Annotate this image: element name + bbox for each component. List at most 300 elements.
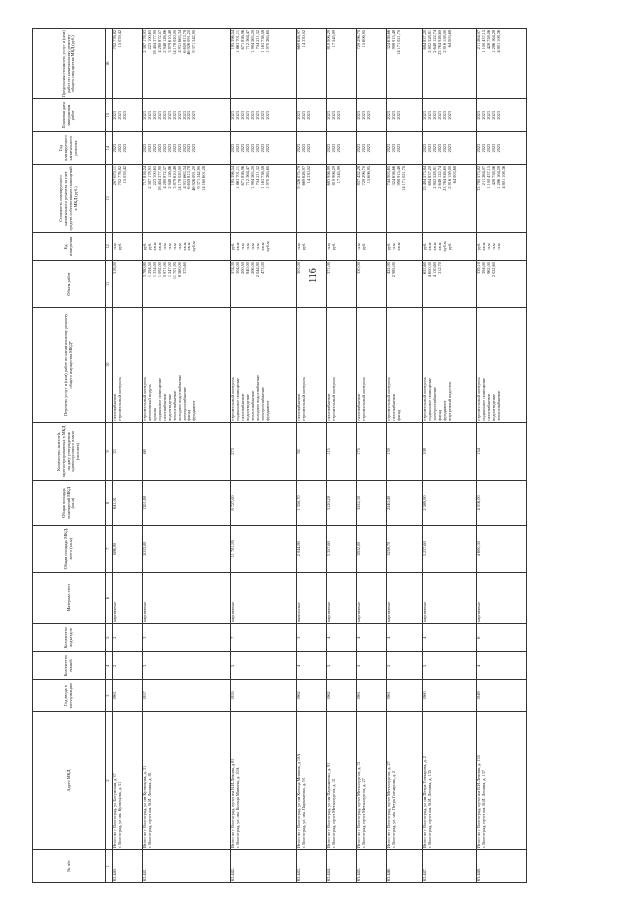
unit-cell-line: кв.м [480,242,486,251]
address-cell [327,711,357,849]
limit-cost-cell-line: 223 100,65 [146,30,152,50]
limit-cost-cell [387,29,423,99]
limit-cost-cell-line: 14 178 020,00 [171,30,177,55]
year-cell: 1961 [357,680,387,712]
plan-year-cell-line: 2023 [186,143,192,153]
plan-year-cell [113,132,143,165]
works-cell [357,307,387,422]
plan-year-cell-line: 2023 [156,143,162,153]
limit-cost-cell-line: 4 931 663,34 [176,30,182,53]
plan-year-cell-line: 2023 [476,143,481,153]
premises-area-cell: 3552,30 [357,481,387,526]
limit-cost-cell-line: 1 100 437,15 [480,30,486,53]
cost-cell-line: 195 396,54 [230,166,235,186]
limit-cost-cell-line: 428 758,06 [485,30,491,50]
volume-cell-line: 8 560,00 [176,262,182,278]
volume-cell-line: 3 780,80 [142,262,147,278]
limit-cost-cell-line: 18 404 377,90 [151,30,157,55]
unit-cell [387,232,423,260]
limit-cost-cell [297,29,327,99]
unit-cell-line: куб.м [441,241,447,252]
limit-cost-cell-line: 998 915,48 [390,30,396,50]
volume-cell [327,261,357,308]
unit-cell [357,232,387,260]
address-cell-line: г. Волгоград, пр-кт Металлургов, д. 31 [330,778,336,849]
table-row [357,29,387,883]
volume-cell [113,261,143,308]
due-date-cell-line: 2023 [476,111,481,120]
limit-cost-cell-line: 754 211,32 [254,30,260,50]
plan-year-cell-line: 2023 [166,143,172,153]
plan-year-cell [231,132,297,165]
col-index: 1 [106,850,113,883]
due-date-cell-line: 2023 [254,111,260,120]
entrances-cell: 4 [387,624,423,652]
col-index: 5 [106,624,113,652]
total-area-cell: 686,90 [113,525,143,572]
limit-cost-cell-line: 1 970 265,60 [264,30,270,53]
due-date-cell-line: 2023 [264,111,270,120]
unit-cell-line: п.м [161,243,167,250]
unit-cell-line: руб. [360,242,366,251]
volume-cell-line: 962,00 [485,262,491,274]
cost-cell [327,165,357,233]
cost-cell [423,165,477,233]
due-date-cell-line: 2023 [116,111,122,120]
works-cell-line: водоотведение [244,393,250,421]
works-cell-line: строительный контроль [476,377,481,421]
plan-year-cell-line: 2023 [181,143,187,153]
works-cell-line: водоотведение [490,393,496,421]
works-cell-line: газоснабжение [326,393,331,421]
row-number: 63.448. [477,850,527,883]
volume-cell-line: 5 971,00 [161,262,167,278]
plan-year-cell-line: 2023 [485,143,491,153]
due-date-cell-line: 2023 [234,111,240,120]
col-index: 2 [106,711,113,849]
limit-cost-cell-line: 15 606,95 [360,30,366,48]
unit-cell-line: руб. [146,242,152,251]
cost-cell-line: 729 296,70 [360,166,366,186]
cost-cell-line: 684 837,20 [426,166,432,186]
col-index: 3 [106,680,113,712]
wall-material-cell: кирпичные [143,572,231,624]
plan-year-cell-line: 2023 [112,143,117,153]
unit-cell [231,232,297,260]
col-header: Адрес МКД [33,711,106,849]
volume-cell-line: 1 092,00 [156,262,162,278]
works-cell [143,307,231,422]
cost-cell-line: 2 802 528,81 [431,166,437,189]
due-date-cell-line: 2023 [300,111,306,120]
wall-material-cell: панельные [297,572,327,624]
works-cell-line: теплоснабжение [495,390,501,421]
plan-year-cell-line: 2023 [480,143,486,153]
due-date-cell-line: 2023 [436,111,442,120]
floors-cell: 5 [357,652,387,680]
entrances-cell: 7 [231,624,297,652]
due-date-cell [387,99,423,132]
limit-cost-cell-line: 819 906,29 [326,30,331,50]
address-cell-line: г. Волгоград, ул. им. Петра Гончарова, д. 2 [390,770,396,849]
residents-cell: 139 [387,422,423,481]
plan-year-cell [477,132,527,165]
works-cell [387,307,423,422]
unit-cell [143,232,231,260]
works-cell-line: подвальное помещение [480,377,486,421]
table-header-row [33,29,106,883]
plan-year-cell-line: 2023 [441,143,447,153]
cost-cell-line: 223 100,65 [151,166,157,186]
total-area-cell: 3259,70 [387,525,423,572]
unit-cell-line: кв.м [186,242,192,251]
plan-year-cell-line: 2023 [296,143,301,153]
col-header: Количество этажей [33,652,106,680]
cost-cell [357,165,387,233]
due-date-cell-line: 2023 [296,111,301,120]
col-header: Стоимость планируемого капитального ремонта за счет средств собственников помещений в МКД (руб.) [33,165,106,233]
unit-cell-line: руб. [422,242,427,251]
col-header: Предельная стоимость услуг и (или) работ по капитальному ремонту общего имущества МКД (руб.) [33,29,106,99]
due-date-cell-line: 2023 [305,111,311,120]
residents-cell: 154 [477,422,527,481]
col-index: 9 [106,422,113,481]
unit-cell-line: кв.м [156,242,162,251]
plan-year-cell-line: 2023 [422,143,427,153]
due-date-cell-line: 2023 [426,111,432,120]
due-date-cell-line: 2023 [181,111,187,120]
volume-cell-line: 4 600,30 [426,262,432,278]
volume-cell-line: 2 985,00 [390,262,396,278]
plan-year-cell [387,132,423,165]
residents-cell: 33 [113,422,143,481]
due-date-cell [297,99,327,132]
unit-cell-line: п.м [166,243,172,250]
address-cell-line: г. Волгоград, пр-кт Металлургов, д. 27 [360,778,366,849]
works-cell-line: газоснабжение [296,393,301,421]
works-cell-line: газоснабжение [356,393,361,421]
cost-cell-line: 1 286 164,28 [495,166,501,189]
rotated-table-container [32,28,624,883]
volume-cell-line: 375,60 [181,262,187,274]
due-date-cell [357,99,387,132]
row-number: 63.444. [327,850,357,883]
plan-year-cell-line: 2023 [431,143,437,153]
due-date-cell-line: 2023 [259,111,265,120]
cost-cell [143,165,231,233]
unit-cell-line: п.м [244,243,250,250]
cost-cell-line: 14 171 021,70 [400,166,406,191]
limit-cost-cell-line: 17 545,99 [330,30,336,48]
cost-cell-line: 324 636,66 [390,166,396,186]
plan-year-cell-line: 2023 [426,143,432,153]
unit-cell-line: п.м [296,243,301,250]
row-number: 63.445. [357,850,387,883]
works-cell [113,307,143,422]
total-area-cell: 2 044,80 [297,525,327,572]
due-date-cell-line: 2023 [390,111,396,120]
residents-cell: 115 [327,422,357,481]
plan-year-cell-line: 2023 [356,143,361,153]
cost-cell-line: 18 404 377,90 [156,166,162,191]
due-date-cell-line: 2023 [356,111,361,120]
address-cell-line: Итого по г Волгоград, ул Богунская, д 37 [112,773,117,849]
address-cell-line: Итого по г Волгоград, ул им Кольца Минина, д 10А [296,753,301,849]
volume-cell-line: 371,00 [326,262,331,274]
address-cell [387,711,423,849]
volume-cell-line: 2 022,60 [490,262,496,278]
unit-cell [327,232,357,260]
works-cell-line: холодное водоснабжение [254,374,260,421]
address-cell-line: Итого по г Волгоград, ул им Пархоменко, д. 91 [326,762,331,849]
due-date-cell-line: 2023 [490,111,496,120]
plan-year-cell-line: 2023 [490,143,496,153]
cost-cell-line: 14 330,02 [305,166,311,184]
plan-year-cell [357,132,387,165]
year-cell: 1962 [297,680,327,712]
limit-cost-cell-line: 15 039,42 [116,30,122,48]
works-cell [231,307,297,422]
due-date-cell-line: 2023 [422,111,427,120]
limit-cost-cell-line: 324 636,66 [386,30,391,50]
col-index: 10 [106,307,113,422]
limit-cost-cell-line: 1 163 736,58 [259,30,265,53]
volume-cell-line: 653,60 [422,262,427,274]
plan-year-cell-line: 2023 [335,143,341,153]
limit-cost-cell-line: 1 994 563,20 [249,30,255,53]
premises-area-cell: 8 727,00 [231,481,297,526]
plan-year-cell-line: 2023 [121,143,127,153]
address-cell-line: г. Волгоград, пр-кт им. В.И. Ленина, д. 81 [146,772,152,849]
cost-cell-line: 1 994 563,20 [249,166,255,189]
wall-material-cell: кирпичные [387,572,423,624]
works-cell-line: автономный модуль [146,384,152,421]
cost-cell-line: 46 926 091,20 [191,166,197,191]
limit-cost-cell-line: 702 776,82 [112,30,117,50]
cost-cell-line: 1 970 265,60 [264,166,270,189]
plan-year-cell [327,132,357,165]
col-header: Перечень услуг и (или) работ по капитальному ремонту общего имущества МКД* [33,307,106,422]
cost-cell-line: 717 816,24 [142,166,147,186]
plan-year-cell-line: 2023 [446,143,452,153]
unit-cell-line: кв.м [431,242,437,251]
works-cell-line: фундамент [264,400,270,421]
address-cell-line: г. Волгоград, ул. им. Пархоменко, д. 91 [300,777,306,849]
limit-cost-cell-line: 2 387 178,93 [142,30,147,53]
cost-cell-line: 4 280 872,57 [161,166,167,189]
works-cell-line: теплоснабжение [249,390,255,421]
due-date-cell-line: 2023 [176,111,182,120]
limit-cost-cell-line: 729 296,70 [356,30,361,50]
plan-year-cell [423,132,477,165]
cost-cell [231,165,297,233]
unit-cell-line: куб.м [191,241,197,252]
limit-cost-cell-line: 195 396,54 [230,30,235,50]
limit-cost-cell-line: 23 764 926,60 [436,30,442,55]
limit-cost-cell-line: 1 286 164,28 [490,30,496,53]
unit-cell [297,232,327,260]
cost-cell-line: 3 879 610,48 [171,166,177,189]
due-date-cell-line: 2023 [151,111,157,120]
due-date-cell-line: 2023 [495,111,501,120]
row-number: 63.446. [387,850,423,883]
volume-cell [143,261,231,308]
entrances-cell: 4 [423,624,477,652]
address-cell [477,711,527,849]
due-date-cell-line: 2023 [112,111,117,120]
cost-cell-line: 15 606,95 [365,166,371,184]
address-cell-line: г. Волгоград, пр-кт им. В.И. Ленина, д. 137 [480,769,486,849]
limit-cost-cell-line: 1 863 701,11 [234,30,240,53]
limit-cost-cell-line: 3 879 610,48 [166,30,172,53]
limit-cost-cell-line: 2 802 528,81 [426,30,432,53]
total-area-cell: 2033,00 [143,525,231,572]
due-date-cell-line: 2023 [171,111,177,120]
year-cell: 1960 [423,680,477,712]
due-date-cell-line: 2023 [485,111,491,120]
cost-cell-line: 211 264,07 [480,166,486,186]
address-cell-line: г. Волгоград, ул им. Кузнецова, д. 31 [116,781,122,849]
year-cell: 1957 [143,680,231,712]
floors-cell: 4 [297,652,327,680]
works-cell-line: фасад [186,409,192,421]
limit-cost-cell-line: 46 926 091,20 [186,30,192,55]
plan-year-cell-line: 2023 [386,143,391,153]
unit-cell-line: п.м [326,243,331,250]
works-cell-line: строительный контроль [142,377,147,421]
unit-cell [423,232,477,260]
address-cell [231,711,297,849]
unit-cell-line: п.м [239,243,245,250]
cost-cell-line: 14 178 020,00 [176,166,182,191]
volume-cell-line: 11 701,95 [171,262,177,280]
floors-cell: 5 [231,652,297,680]
address-cell [113,711,143,849]
col-index: 4 [106,652,113,680]
volume-cell-line: 330,00 [356,262,361,274]
due-date-cell-line: 2023 [186,111,192,120]
table-row [297,29,327,883]
entrances-cell: 6 [477,624,527,652]
plan-year-cell-line: 2023 [239,143,245,153]
address-cell-line: г. Волгоград, ул. им. Кольца Минина, д. 10А [234,767,240,849]
entrances-cell: 2 [113,624,143,652]
limit-cost-cell [357,29,387,99]
due-date-cell-line: 2023 [191,111,197,120]
due-date-cell-line: 2023 [386,111,391,120]
cost-cell-line: 33 780 573,82 [476,166,481,191]
cost-cell-line: 2 648 122,74 [436,166,442,189]
plan-year-cell-line: 2023 [254,143,260,153]
floors-cell: 5 [423,652,477,680]
limit-cost-cell-line: 64 003,68 [446,30,452,48]
volume-cell [387,261,423,308]
cost-cell-line: 9 326 075,79 [296,166,301,189]
cost-cell-line: 2 948 126,86 [166,166,172,189]
volume-cell-line: 1 294,50 [146,262,152,278]
due-date-cell-line: 2023 [166,111,172,120]
plan-year-cell-line: 2023 [436,143,442,153]
works-cell-line: водоотведение [166,393,172,421]
due-date-cell-line: 2023 [441,111,447,120]
volume-cell-line: 4 130,60 [431,262,437,278]
unit-cell-line: п.м [495,243,501,250]
floors-cell: 5 [327,652,357,680]
col-index: 13 [106,165,113,233]
entrances-cell: 3 [143,624,231,652]
cost-cell-line: 2 816 158,00 [446,166,452,189]
entrances-cell: 4 [357,624,387,652]
row-number: 63.447. [423,850,477,883]
plan-year-cell-line: 2023 [249,143,255,153]
wall-material-cell: кирпичные [357,572,387,624]
works-cell-line: фундамент [441,400,447,421]
wall-material-cell: кирпичные [477,572,527,624]
works-cell-line: строительный контроль [386,377,391,421]
due-date-cell [423,99,477,132]
limit-cost-cell-line: 669 626,97 [296,30,301,50]
unit-cell-line: руб. [116,242,122,251]
volume-cell-line: 840,00 [244,262,250,274]
cost-cell-line: 4 931 663,34 [181,166,187,189]
volume-cell-line: 200,50 [239,262,245,274]
floors-cell: 5 [387,652,423,680]
address-cell-line: Итого по г Волгоград, ул им Петра Гончарова, д. 2 [422,756,427,849]
limit-cost-cell [423,29,477,99]
unit-cell-line: п.м [390,243,396,250]
plan-year-cell-line: 2023 [390,143,396,153]
table-row [113,29,143,883]
year-cell: 1961 [113,680,143,712]
table-row [387,29,423,883]
works-cell-line: строительный контроль [116,377,122,421]
col-index: 16 [106,29,113,99]
works-cell-line: электроснабжение [259,386,265,421]
plan-year-cell-line: 2023 [495,143,501,153]
plan-year-cell-line: 2023 [176,143,182,153]
floors-cell: 2 [113,652,143,680]
plan-year-cell-line: 2023 [259,143,265,153]
residents-cell: 273 [231,422,297,481]
col-index: 12 [106,232,113,260]
table-body [113,29,527,883]
unit-cell-line: кв.м [395,242,401,251]
cost-cell-line: 14 160 601,28 [201,166,207,191]
works-cell-line: электроснабжение [431,386,437,421]
limit-cost-cell-line: 14 330,02 [300,30,306,48]
volume-cell-line: 304,00 [234,262,240,274]
address-cell-line: Итого по г Волгоград, ул им Кузнецова, д. 31 [142,765,147,849]
volume-cell-line: 2 044,80 [254,262,260,278]
unit-cell-line: руб. [330,242,336,251]
residents-cell: 92 [297,422,327,481]
limit-cost-cell-line: 4 280 872,57 [156,30,162,53]
table-row [423,29,477,883]
volume-cell [357,261,387,308]
plan-year-cell-line: 2023 [395,143,401,153]
works-cell [297,307,327,422]
cost-cell [387,165,423,233]
unit-cell-line: п.м [176,243,182,250]
unit-cell [477,232,527,260]
limit-cost-cell-line: 14 171 021,70 [395,30,401,55]
due-date-cell [231,99,297,132]
volume-cell-line: 394,00 [480,262,486,274]
unit-cell-line: кв.м [181,242,187,251]
col-header: № п/п [33,850,106,883]
cost-cell-line: 998 915,48 [395,166,401,186]
col-header: Ед. измерения [33,232,106,260]
